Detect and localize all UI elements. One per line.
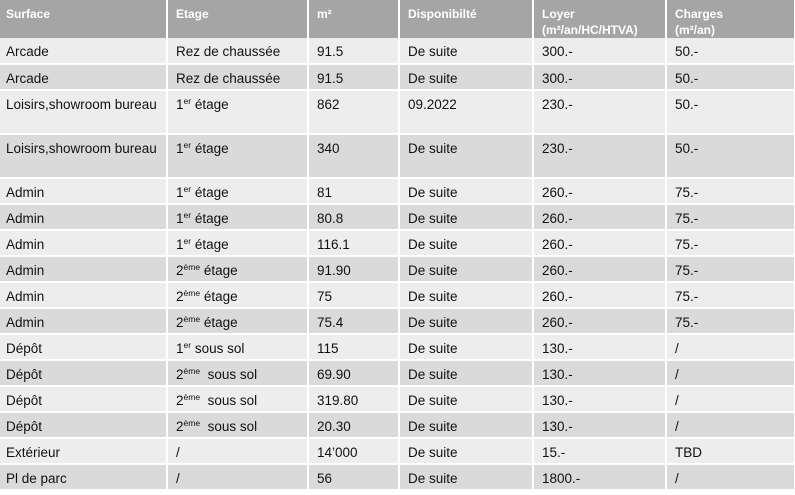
cell-loyer: 300.- [533,64,666,90]
cell-m2: 20.30 [308,412,399,438]
etage-number: 2 [176,289,184,304]
cell-surface: Arcade [0,64,167,90]
etage-label: étage [200,315,238,330]
cell-surface: Dépôt [0,360,167,386]
etage-label: sous sol [200,419,258,434]
etage-number: 2 [176,315,184,330]
cell-surface: Dépôt [0,386,167,412]
cell-charges: 75.- [666,230,795,256]
cell-charges: / [666,464,795,490]
cell-loyer: 260.- [533,256,666,282]
cell-charges: / [666,334,795,360]
cell-m2: 81 [308,178,399,204]
cell-etage [167,38,308,64]
cell-charges: / [666,386,795,412]
header-m2: m² [308,0,399,38]
cell-m2: 56 [308,464,399,490]
etage-label: étage [191,237,229,252]
cell-loyer: 260.- [533,308,666,334]
cell-charges: 75.- [666,282,795,308]
cell-etage [167,134,308,178]
etage-label: sous sol [200,393,258,408]
etage-number: 2 [176,393,184,408]
cell-disponibilite: De suite [399,64,533,90]
cell-m2: 69.90 [308,360,399,386]
etage-label: étage [191,211,229,226]
cell-m2: 91.5 [308,64,399,90]
cell-charges: 75.- [666,256,795,282]
cell-charges: 50.- [666,38,795,64]
etage-label: étage [200,263,238,278]
cell-surface: Admin [0,178,167,204]
cell-etage [167,464,308,490]
cell-loyer: 230.- [533,134,666,178]
cell-etage [167,438,308,464]
header-surface: Surface [0,0,167,38]
etage-number: 1 [176,185,184,200]
cell-disponibilite: De suite [399,134,533,178]
table-body [0,38,795,490]
cell-disponibilite: De suite [399,204,533,230]
cell-m2: 75.4 [308,308,399,334]
table-row [0,464,795,490]
etage-ordinal: er [183,210,192,220]
etage-label: étage [191,97,229,112]
header-charges: Charges (m²/an) [666,0,795,38]
cell-disponibilite: De suite [399,178,533,204]
cell-m2: 319.80 [308,386,399,412]
etage-ordinal: er [183,340,192,350]
header-loyer: Loyer (m²/an/HC/HTVA) [533,0,666,38]
cell-m2: 75 [308,282,399,308]
header-etage: Etage [167,0,308,38]
cell-m2: 91.90 [308,256,399,282]
cell-charges: 75.- [666,204,795,230]
cell-charges: 50.- [666,64,795,90]
table-row [0,412,795,438]
cell-disponibilite: De suite [399,334,533,360]
cell-charges: 50.- [666,90,795,134]
cell-etage [167,90,308,134]
table-row [0,282,795,308]
etage-ordinal: ème [183,288,201,298]
cell-etage [167,412,308,438]
cell-etage [167,204,308,230]
cell-etage [167,282,308,308]
cell-etage [167,64,308,90]
cell-m2: 91.5 [308,38,399,64]
etage-ordinal: er [183,140,192,150]
etage-number: 2 [176,263,184,278]
table-row [0,90,795,134]
table-row [0,438,795,464]
cell-surface: Admin [0,256,167,282]
cell-charges: TBD [666,438,795,464]
cell-charges: 50.- [666,134,795,178]
etage-number: 1 [176,211,184,226]
cell-disponibilite: De suite [399,308,533,334]
cell-disponibilite: De suite [399,438,533,464]
cell-disponibilite: De suite [399,38,533,64]
etage-number: 1 [176,97,184,112]
etage-label: étage [191,185,229,200]
cell-loyer: 130.- [533,386,666,412]
etage-number: 2 [176,419,184,434]
cell-loyer: 130.- [533,412,666,438]
cell-m2: 115 [308,334,399,360]
cell-etage [167,256,308,282]
table-row [0,308,795,334]
table-row [0,134,795,178]
cell-loyer: 260.- [533,230,666,256]
etage-ordinal: ème [183,392,201,402]
cell-disponibilite: De suite [399,386,533,412]
etage-label: Rez de chaussée [176,71,281,86]
cell-disponibilite: De suite [399,256,533,282]
cell-etage [167,178,308,204]
cell-surface: Dépôt [0,334,167,360]
table-row [0,386,795,412]
etage-label: Rez de chaussée [176,44,281,59]
cell-loyer: 15.- [533,438,666,464]
table-row [0,256,795,282]
cell-disponibilite: De suite [399,230,533,256]
header-disponibilite: Disponibilté [399,0,533,38]
cell-surface: Arcade [0,38,167,64]
cell-surface: Admin [0,308,167,334]
etage-label: sous sol [200,367,258,382]
cell-disponibilite: De suite [399,412,533,438]
cell-loyer: 300.- [533,38,666,64]
header-row [0,0,795,38]
cell-charges: 75.- [666,178,795,204]
cell-loyer: 130.- [533,334,666,360]
cell-charges: / [666,412,795,438]
cell-etage [167,334,308,360]
table-row [0,360,795,386]
etage-label: sous sol [191,341,245,356]
table-row [0,178,795,204]
cell-loyer: 260.- [533,282,666,308]
table-row [0,64,795,90]
cell-etage [167,308,308,334]
etage-ordinal: ème [183,418,201,428]
cell-loyer: 1800.- [533,464,666,490]
cell-etage [167,230,308,256]
etage-ordinal: er [183,236,192,246]
cell-surface: Loisirs,showroom bureau [0,90,167,134]
etage-label: étage [200,289,238,304]
cell-loyer: 130.- [533,360,666,386]
etage-label: / [176,445,180,460]
cell-disponibilite: De suite [399,464,533,490]
etage-ordinal: ème [183,262,201,272]
etage-number: 1 [176,237,184,252]
cell-disponibilite: De suite [399,282,533,308]
etage-number: 2 [176,367,184,382]
cell-disponibilite: 09.2022 [399,90,533,134]
cell-m2: 340 [308,134,399,178]
table-row [0,204,795,230]
cell-m2: 116.1 [308,230,399,256]
cell-loyer: 260.- [533,204,666,230]
table-row [0,334,795,360]
table-row [0,230,795,256]
cell-surface: Admin [0,230,167,256]
cell-m2: 862 [308,90,399,134]
cell-surface: Admin [0,282,167,308]
etage-number: 1 [176,141,184,156]
cell-surface: Pl de parc [0,464,167,490]
cell-surface: Extérieur [0,438,167,464]
cell-surface: Loisirs,showroom bureau [0,134,167,178]
cell-disponibilite: De suite [399,360,533,386]
etage-label: étage [191,141,229,156]
etage-ordinal: ème [183,366,201,376]
cell-charges: 75.- [666,308,795,334]
etage-number: 1 [176,341,184,356]
cell-loyer: 230.- [533,90,666,134]
etage-label: / [176,471,180,486]
etage-ordinal: er [183,184,192,194]
etage-ordinal: ème [183,314,201,324]
cell-loyer: 260.- [533,178,666,204]
cell-etage [167,360,308,386]
cell-charges: / [666,360,795,386]
table-row [0,38,795,64]
cell-m2: 80.8 [308,204,399,230]
cell-etage [167,386,308,412]
cell-surface: Admin [0,204,167,230]
cell-m2: 14’000 [308,438,399,464]
cell-surface: Dépôt [0,412,167,438]
etage-ordinal: er [183,96,192,106]
